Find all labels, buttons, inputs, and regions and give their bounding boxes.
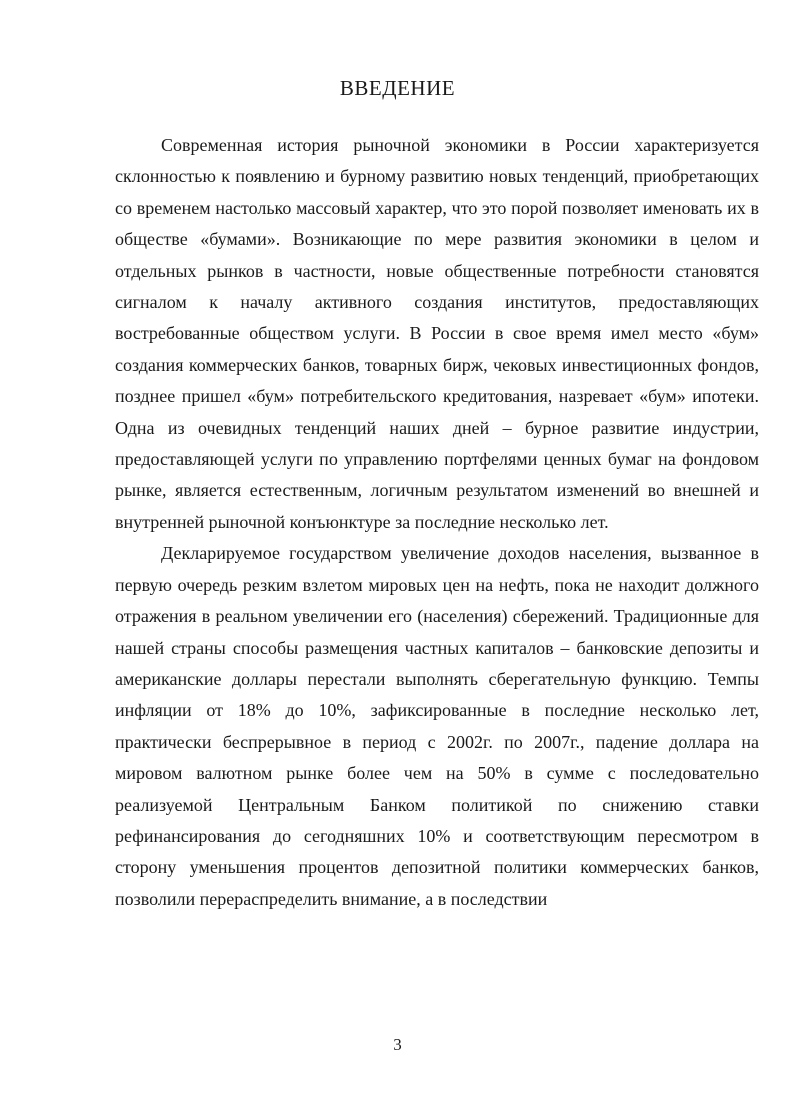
paragraph-2: Декларируемое государством увеличение доходов населения, вызванное в первую очередь резким взлетом мировых цен на нефть, пока не находит должного отражения в реальном увеличении его (населения) сбережений. Традиционные для нашей страны способы размещения частных капиталов – банковские депозиты и американские доллары перестали выполнять сберегательную функцию. Темпы инфляции от 18% до 10%, зафиксированные в последние несколько лет, практически беспрерывное в период с 2002г. по 2007г., падение доллара на мировом валютном рынке более чем на 50% в сумме с последовательно реализуемой Центральным Банком политикой по снижению ставки рефинансирования до сегодняшних 10% и соответствующим пересмотром в сторону уменьшения процентов депозитной политики коммерческих банков, позволили перераспределить внимание, а в последствии (115, 543, 759, 909)
page-title: ВВЕДЕНИЕ (339, 76, 456, 100)
page-number: 3 (393, 1035, 402, 1054)
body-text (115, 130, 759, 915)
paragraph-1: Современная история рыночной экономики в России характеризуется склонностью к появлению и бурному развитию новых тенденций, приобретающих со временем настолько массовый характер, что это порой позволяет именовать их в обществе «бумами». Возникающие по мере развития экономики в целом и отдельных рынков в частности, новые общественные потребности становятся сигналом к началу активного создания институтов, предоставляющих востребованные обществом услуги. В России в свое время имел место «бум» создания коммерческих банков, товарных бирж, чековых инвестиционных фондов, позднее пришел «бум» потребительского кредитования, назревает «бум» ипотеки. Одна из очевидных тенденций наших дней – бурное развитие индустрии, предоставляющей услуги по управлению портфелями ценных бумаг на фондовом рынке, является естественным, логичным результатом изменений во внешней и внутренней рыночной конъюнктуре за последние несколько лет. (115, 135, 759, 532)
